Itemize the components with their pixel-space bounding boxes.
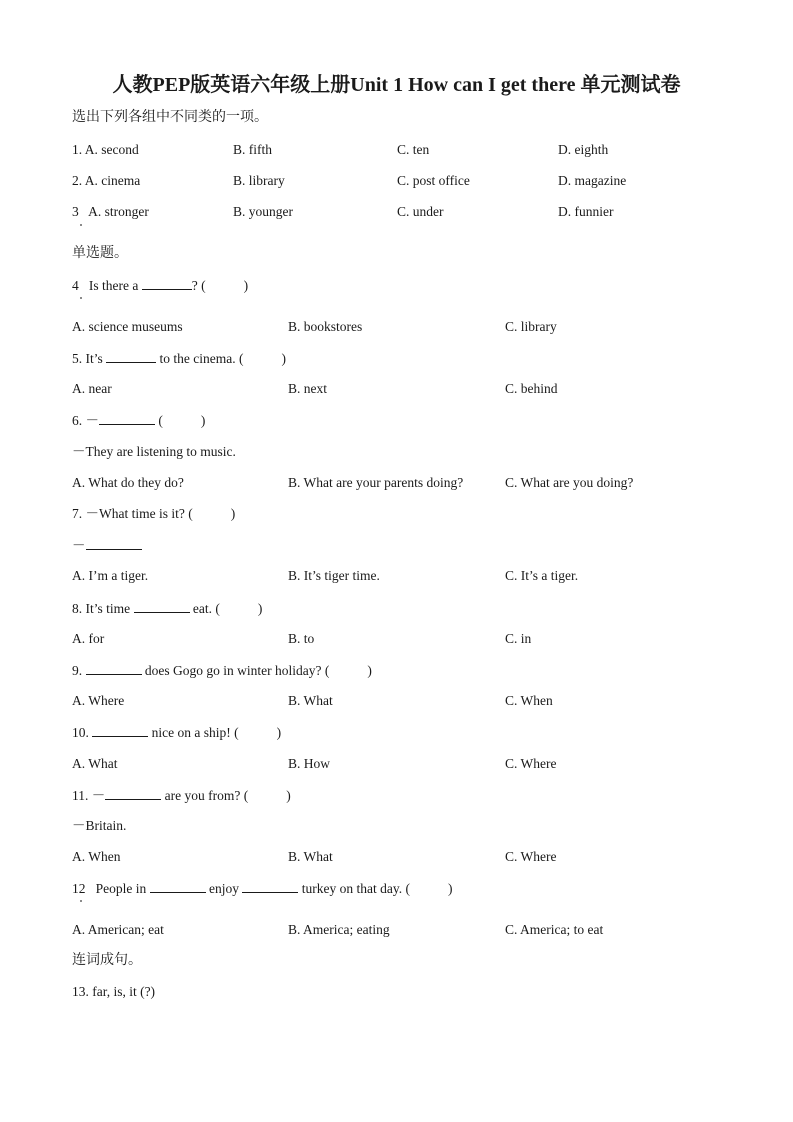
question-12-option-a: A. American; eat <box>72 922 164 937</box>
question-1-option-b: B. fifth <box>233 142 272 157</box>
question-10-option-c: C. Where <box>505 756 557 771</box>
answer-blank[interactable] <box>106 349 156 363</box>
section3-heading: 连词成句。 <box>72 953 142 968</box>
decorative-dot <box>80 900 82 902</box>
question-12-option-b: B. America; eating <box>288 922 390 937</box>
question-9-option-a: A. Where <box>72 693 125 708</box>
answer-blank[interactable] <box>99 411 155 425</box>
question-7-option-b: B. It’s tiger time. <box>288 568 380 583</box>
answer-blank[interactable] <box>86 661 142 675</box>
question-12-stem: 12 People in enjoy turkey on that day. ( ) <box>72 881 453 896</box>
question-8-option-c: C. in <box>505 631 532 646</box>
page-title: 人教PEP版英语六年级上册Unit 1 How can I get there 单元测试卷 <box>112 74 681 96</box>
question-2-option-d: D. magazine <box>558 173 627 188</box>
question-12-option-c: C. America; to eat <box>505 922 604 937</box>
answer-blank[interactable] <box>86 536 142 550</box>
question-10-option-a: A. What <box>72 756 118 771</box>
question-4-option-b: B. bookstores <box>288 319 363 334</box>
question-4-option-c: C. library <box>505 319 557 334</box>
question-8-option-b: B. to <box>288 631 315 646</box>
question-9-stem: 9. does Gogo go in winter holiday? ( ) <box>72 663 372 678</box>
question-1-option-a: 1. A. second <box>72 142 139 157</box>
question-7-option-a: A. I’m a tiger. <box>72 568 149 583</box>
question-9-option-b: B. What <box>288 693 333 708</box>
answer-blank[interactable] <box>105 786 161 800</box>
question-11-option-b: B. What <box>288 849 333 864</box>
question-11-option-a: A. When <box>72 849 121 864</box>
question-10-option-b: B. How <box>288 756 331 771</box>
question-6-stem: 6. － ( ) <box>72 413 206 428</box>
answer-blank[interactable] <box>150 879 206 893</box>
question-11-stem: 11. － are you from? ( ) <box>72 788 291 803</box>
section2-heading: 单选题。 <box>72 246 128 261</box>
question-6-option-c: C. What are you doing? <box>505 475 634 490</box>
question-9-option-c: C. When <box>505 693 553 708</box>
question-5-option-b: B. next <box>288 381 327 396</box>
question-10-stem: 10. nice on a ship! ( ) <box>72 725 282 740</box>
question-5-stem: 5. It’s to the cinema. ( ) <box>72 351 286 366</box>
question-3-option-d: D. funnier <box>558 204 614 219</box>
question-11-answer: －Britain. <box>72 818 127 833</box>
answer-blank[interactable] <box>92 723 148 737</box>
question-6-answer: －They are listening to music. <box>72 444 236 459</box>
question-6-option-b: B. What are your parents doing? <box>288 475 464 490</box>
decorative-dot <box>80 297 82 299</box>
question-8-stem: 8. It’s time eat. ( ) <box>72 601 263 616</box>
question-3-option-c: C. under <box>397 204 444 219</box>
answer-blank[interactable] <box>134 599 190 613</box>
question-2-option-b: B. library <box>233 173 285 188</box>
question-1-option-d: D. eighth <box>558 142 609 157</box>
question-7-option-c: C. It’s a tiger. <box>505 568 579 583</box>
question-5-option-a: A. near <box>72 381 112 396</box>
question-7-response: － <box>72 536 142 555</box>
question-1-option-c: C. ten <box>397 142 430 157</box>
question-13-stem: 13. far, is, it (?) <box>72 984 156 999</box>
question-4-option-a: A. science museums <box>72 319 183 334</box>
question-2-option-c: C. post office <box>397 173 470 188</box>
answer-blank[interactable] <box>142 276 192 290</box>
question-7-stem: 7. －What time is it? ( ) <box>72 506 236 521</box>
question-5-option-c: C. behind <box>505 381 558 396</box>
question-3-option-b: B. younger <box>233 204 293 219</box>
section1-heading: 选出下列各组中不同类的一项。 <box>72 110 268 125</box>
question-2-option-a: 2. A. cinema <box>72 173 141 188</box>
question-6-option-a: A. What do they do? <box>72 475 184 490</box>
question-8-option-a: A. for <box>72 631 105 646</box>
question-3-option-a: 3 A. stronger <box>72 204 149 219</box>
decorative-dot <box>80 224 82 226</box>
question-4-stem: 4 Is there a ? ( ) <box>72 278 249 293</box>
answer-blank[interactable] <box>242 879 298 893</box>
question-11-option-c: C. Where <box>505 849 557 864</box>
